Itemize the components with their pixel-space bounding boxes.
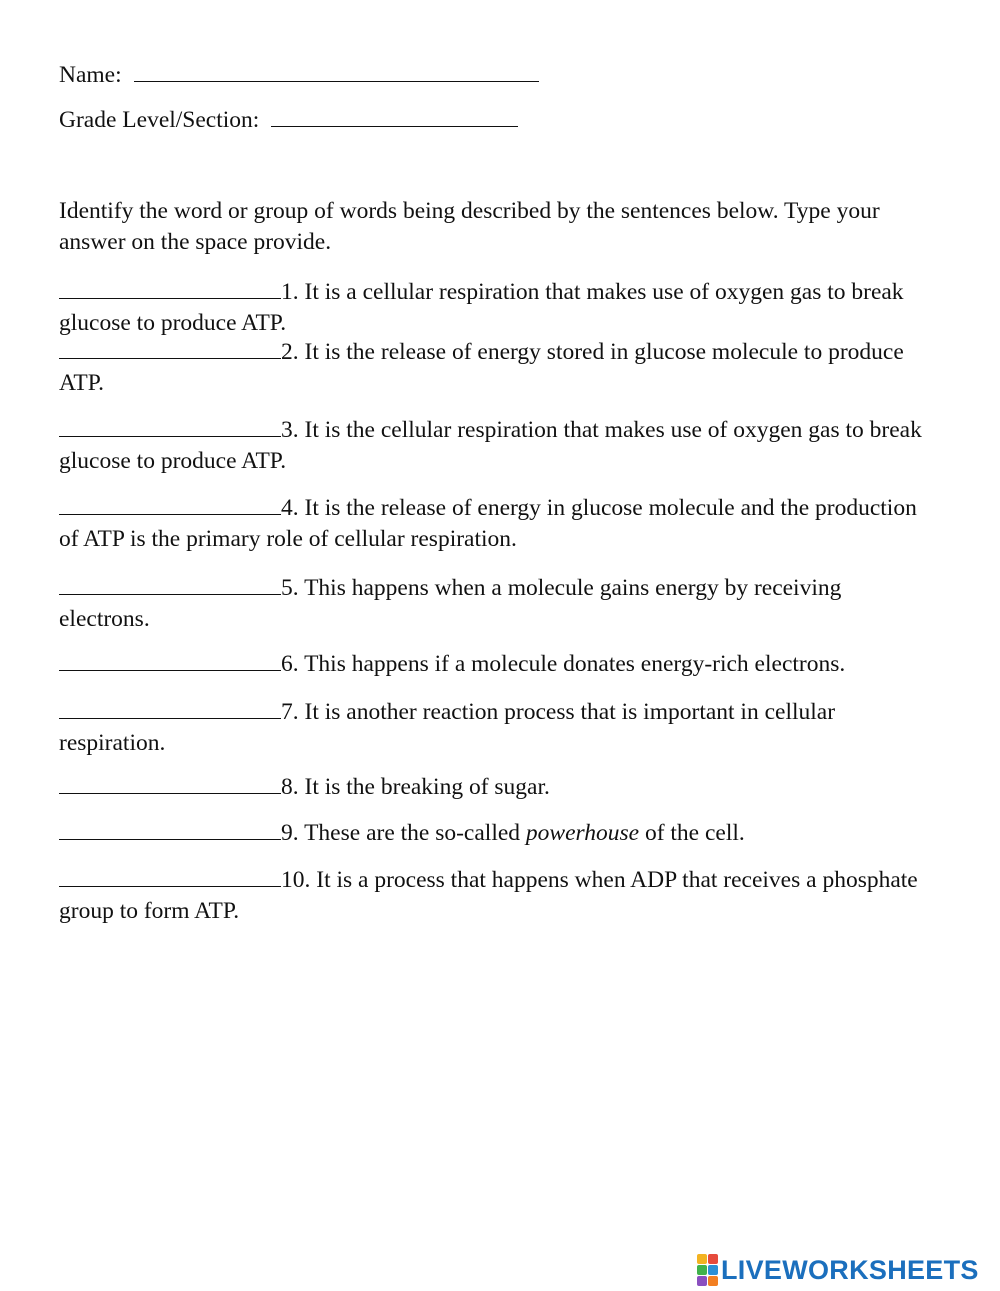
name-blank[interactable] — [134, 59, 539, 82]
grade-row — [59, 104, 518, 135]
answer-blank-10[interactable] — [59, 864, 281, 887]
question-number: 3. — [281, 417, 299, 443]
question-10 — [59, 864, 934, 927]
question-text: It is the cellular respiration that makes use of oxygen gas to break glucose to produce ATP. — [59, 417, 922, 474]
question-number: 6. — [281, 651, 299, 677]
question-5 — [59, 572, 934, 635]
question-text-end: of the cell. — [644, 820, 745, 846]
answer-blank-4[interactable] — [59, 492, 281, 515]
brand-name: LIVEWORKSHEETS — [721, 1254, 979, 1285]
logo-blocks-icon — [697, 1254, 718, 1286]
question-4 — [59, 492, 934, 555]
question-number: 10. — [281, 867, 311, 893]
question-text: It is the release of energy stored in glucose molecule to produce ATP. — [59, 339, 904, 396]
grade-blank[interactable] — [271, 104, 518, 127]
name-row — [59, 59, 539, 90]
answer-blank-7[interactable] — [59, 696, 281, 719]
liveworksheets-logo — [697, 1255, 979, 1285]
answer-blank-5[interactable] — [59, 572, 281, 595]
answer-blank-6[interactable] — [59, 648, 281, 671]
question-number: 2. — [281, 339, 299, 365]
question-9 — [59, 817, 934, 849]
answer-blank-2[interactable] — [59, 336, 281, 359]
question-3 — [59, 414, 934, 477]
question-1 — [59, 276, 934, 339]
question-number: 5. — [281, 575, 299, 601]
grade-label: Grade Level/Section: — [59, 107, 260, 133]
question-number: 1. — [281, 279, 299, 305]
question-text: It is the breaking of sugar. — [304, 774, 550, 800]
question-number: 8. — [281, 774, 299, 800]
question-7 — [59, 696, 934, 759]
question-text: This happens if a molecule donates energy-rich electrons. — [304, 651, 846, 677]
name-label: Name: — [59, 62, 122, 88]
answer-blank-9[interactable] — [59, 817, 281, 840]
question-number: 7. — [281, 699, 299, 725]
question-text: It is another reaction process that is important in cellular respiration. — [59, 699, 836, 756]
answer-blank-1[interactable] — [59, 276, 281, 299]
instructions: Identify the word or group of words being described by the sentences below. Type your answer on the space provide. — [59, 198, 880, 255]
question-number: 9. — [281, 820, 299, 846]
answer-blank-8[interactable] — [59, 771, 281, 794]
question-emphasis: powerhouse — [525, 820, 640, 846]
question-number: 4. — [281, 495, 299, 521]
answer-blank-3[interactable] — [59, 414, 281, 437]
question-text: This happens when a molecule gains energy by receiving electrons. — [59, 575, 842, 632]
question-text: It is a cellular respiration that makes use of oxygen gas to break glucose to produce ATP. — [59, 279, 904, 336]
question-text: It is a process that happens when ADP that receives a phosphate group to form ATP. — [59, 867, 918, 924]
question-text: These are the so-called — [304, 820, 521, 846]
question-2 — [59, 336, 934, 399]
question-8 — [59, 771, 934, 803]
question-6 — [59, 648, 934, 680]
question-text: It is the release of energy in glucose molecule and the production of ATP is the primary role of cellular respiration. — [59, 495, 917, 552]
